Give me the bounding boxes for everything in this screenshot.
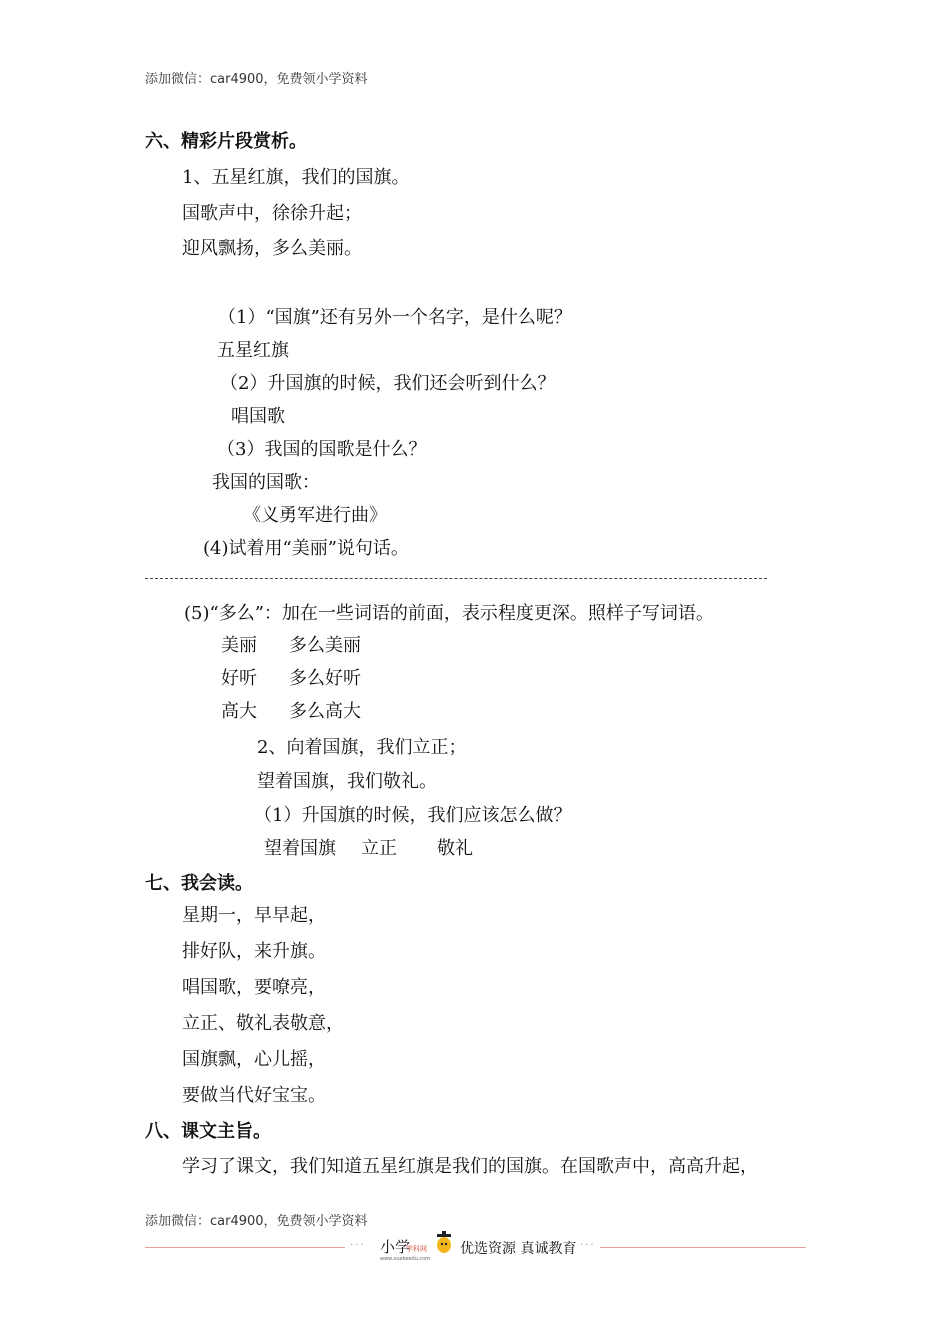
question-1: （1）“国旗”还有另外一个名字，是什么呢？ — [218, 307, 572, 328]
poem1-line-1: 1、五星红旗，我们的国旗。 — [182, 167, 410, 188]
answer-2-1-c: 敬礼 — [437, 838, 473, 859]
reading-line-1: 星期一，早早起， — [182, 905, 326, 926]
footer-line-left — [145, 1247, 345, 1248]
reading-line-6: 要做当代好宝宝。 — [182, 1085, 326, 1106]
logo-small-text: 学科网 — [406, 1245, 427, 1253]
poem1-line-2: 国歌声中，徐徐升起； — [182, 203, 362, 224]
reading-line-3: 唱国歌，要嘹亮， — [182, 977, 326, 998]
dashed-separator — [145, 578, 767, 579]
footer-note: 添加微信：car4900，免费领小学资料 — [145, 1214, 368, 1229]
summary-text: 学习了课文，我们知道五星红旗是我们的国旗。在国歌声中，高高升起， — [182, 1156, 758, 1177]
footer-slogan: 优选资源 真诚教育 — [460, 1241, 577, 1257]
question-5: (5)“多么”：加在一些词语的前面，表示程度更深。照样子写词语。 — [184, 603, 714, 624]
answer-3-value: 《义勇军进行曲》 — [243, 505, 387, 526]
answer-3-label: 我国的国歌： — [212, 472, 320, 493]
poem1-line-3: 迎风飘扬，多么美丽。 — [182, 238, 362, 259]
answer-2: 唱国歌 — [231, 406, 285, 427]
question-4: (4)试着用“美丽”说句话。 — [203, 538, 409, 559]
word-2: 好听 — [221, 668, 257, 689]
section-7-title: 七、我会读。 — [145, 873, 253, 894]
section-8-title: 八、课文主旨。 — [145, 1121, 271, 1142]
word-3-phrase: 多么高大 — [289, 701, 361, 722]
section-6-title: 六、精彩片段赏析。 — [145, 131, 307, 152]
answer-2-1-a: 望着国旗 — [264, 838, 336, 859]
word-1-phrase: 多么美丽 — [289, 635, 361, 656]
reading-line-2: 排好队，来升旗。 — [182, 941, 326, 962]
answer-1: 五星红旗 — [217, 340, 289, 361]
word-1: 美丽 — [221, 635, 257, 656]
footer-dots-right: ··· — [580, 1240, 596, 1251]
footer-dots-left: ··· — [350, 1240, 366, 1251]
answer-2-1-b: 立正 — [361, 838, 397, 859]
poem2-line-2: 望着国旗，我们敬礼。 — [257, 771, 437, 792]
logo-main-text: 小学 — [380, 1238, 411, 1256]
question-2: （2）升国旗的时候，我们还会听到什么？ — [220, 373, 556, 394]
logo-url: www.xuekeedu.com — [380, 1256, 431, 1262]
question-3: （3）我国的国歌是什么？ — [217, 439, 427, 460]
poem2-line-1: 2、向着国旗，我们立正； — [257, 737, 467, 758]
header-note: 添加微信：car4900，免费领小学资料 — [145, 72, 368, 87]
question-2-1: （1）升国旗的时候，我们应该怎么做？ — [254, 805, 572, 826]
reading-line-4: 立正、敬礼表敬意， — [182, 1013, 344, 1034]
reading-line-5: 国旗飘，心儿摇， — [182, 1049, 326, 1070]
word-2-phrase: 多么好听 — [289, 668, 361, 689]
word-3: 高大 — [221, 701, 257, 722]
footer-line-right — [600, 1247, 806, 1248]
